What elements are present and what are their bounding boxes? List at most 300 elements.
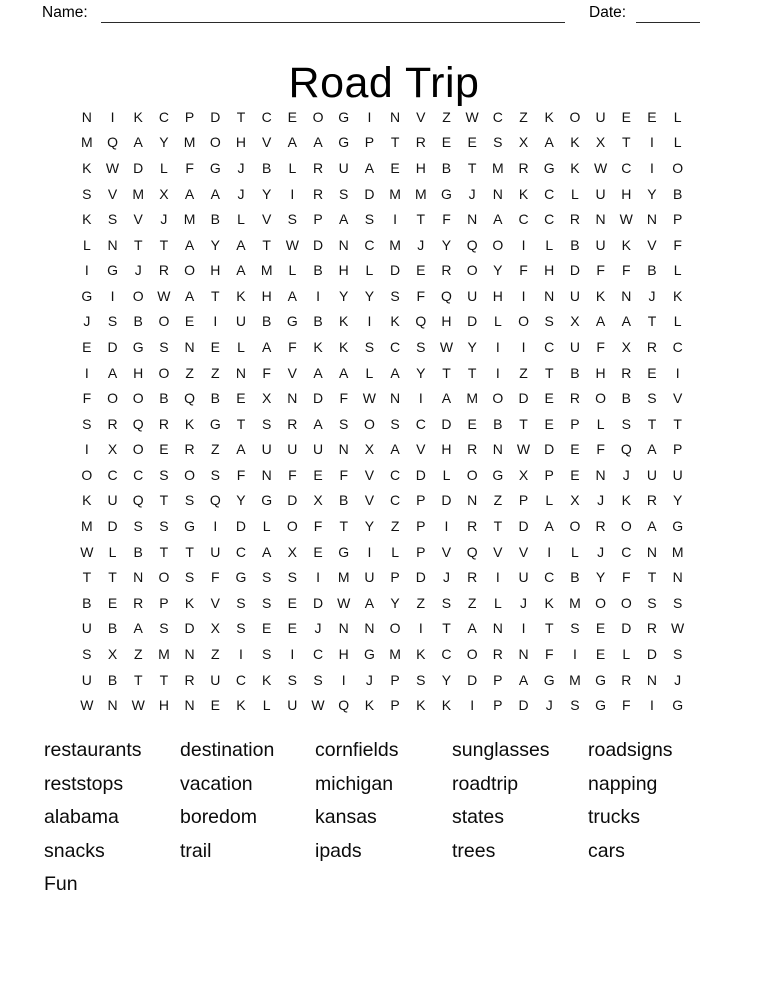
grid-letter: L [237, 338, 245, 355]
grid-letter: G [672, 518, 684, 535]
grid-letter: D [415, 569, 426, 586]
grid-row [74, 257, 691, 283]
grid-letter: I [495, 569, 500, 586]
grid-letter: P [390, 569, 400, 586]
word-list-item: destination [180, 739, 275, 761]
grid-letter: K [544, 108, 554, 125]
grid-letter: H [235, 134, 247, 151]
grid-letter: B [493, 415, 503, 432]
grid-letter: N [672, 569, 683, 586]
grid-letter: Y [159, 134, 169, 151]
grid-letter: M [337, 569, 350, 586]
grid-letter: R [569, 390, 580, 407]
grid-letter: L [237, 211, 245, 228]
grid-letter: T [467, 159, 477, 176]
grid-letter: W [362, 390, 377, 407]
grid-letter: S [313, 671, 323, 688]
grid-letter: U [569, 287, 580, 304]
grid-letter: J [314, 620, 322, 637]
grid-letter: O [132, 287, 144, 304]
grid-letter: N [133, 569, 144, 586]
grid-letter: G [672, 697, 684, 714]
grid-letter: E [467, 134, 477, 151]
grid-letter: N [338, 620, 349, 637]
grid-letter: S [287, 569, 298, 586]
grid-letter: X [518, 134, 529, 151]
grid-letter: J [83, 313, 91, 330]
grid-letter: T [442, 620, 451, 637]
grid-letter: R [621, 671, 632, 688]
grid-letter: T [544, 364, 554, 381]
grid-letter: P [518, 492, 529, 509]
grid-letter: R [184, 441, 195, 458]
grid-letter: N [467, 211, 478, 228]
grid-letter: T [467, 364, 477, 381]
grid-letter: C [235, 543, 247, 560]
grid-letter: E [236, 390, 246, 407]
word-list [44, 734, 744, 902]
grid-letter: D [312, 390, 324, 407]
grid-letter: P [672, 441, 683, 458]
grid-letter: G [286, 313, 298, 330]
grid-letter: T [82, 569, 92, 586]
grid-letter: K [133, 108, 143, 125]
grid-letter: G [595, 697, 607, 714]
grid-letter: E [184, 313, 195, 330]
grid-letter: E [595, 620, 606, 637]
grid-letter: X [261, 390, 272, 407]
grid-letter: H [338, 645, 349, 662]
grid-letter: N [261, 466, 272, 483]
grid-letter: L [622, 645, 631, 662]
grid-letter: V [493, 543, 503, 560]
grid-letter: V [364, 466, 375, 483]
grid-letter: S [159, 338, 169, 355]
grid-letter: D [569, 262, 580, 279]
grid-letter: C [107, 466, 118, 483]
grid-letter: A [595, 313, 606, 330]
grid-letter: A [261, 338, 272, 355]
grid-letter: I [367, 313, 372, 330]
grid-letter: Y [595, 569, 606, 586]
grid-letter: N [287, 390, 298, 407]
grid-letter: T [647, 569, 657, 586]
grid-letter: D [184, 620, 195, 637]
grid-letter: E [313, 466, 323, 483]
grid-letter: F [622, 262, 631, 279]
grid-letter: F [622, 697, 631, 714]
grid-letter: S [570, 620, 580, 637]
grid-letter: F [185, 159, 194, 176]
grid-letter: I [521, 338, 526, 355]
grid-letter: W [285, 236, 299, 253]
word-list-item: trees [452, 839, 496, 862]
word-list-item: michigan [315, 772, 394, 795]
grid-letter: Y [493, 262, 503, 279]
grid-letter: G [235, 569, 247, 586]
grid-letter: E [287, 620, 298, 637]
grid-letter: T [236, 415, 246, 432]
grid-letter: W [105, 159, 120, 176]
grid-letter: M [492, 159, 504, 176]
grid-letter: Z [493, 492, 503, 509]
grid-letter: L [262, 518, 271, 535]
grid-letter: S [159, 466, 169, 483]
grid-letter: N [235, 364, 247, 381]
grid-letter: X [518, 466, 529, 483]
grid-letter: T [519, 415, 528, 432]
grid-row [74, 590, 691, 616]
grid-letter: C [518, 211, 529, 228]
grid-letter: O [466, 645, 478, 662]
grid-letter: J [674, 671, 682, 688]
grid-letter: U [518, 569, 529, 586]
grid-letter: B [570, 236, 580, 253]
date-blank-line [636, 1, 700, 23]
grid-letter: S [339, 415, 349, 432]
grid-letter: D [107, 518, 118, 535]
grid-letter: U [338, 159, 349, 176]
grid-letter: G [184, 518, 196, 535]
grid-letter: N [107, 236, 118, 253]
grid-letter: I [521, 236, 526, 253]
grid-letter: A [467, 620, 477, 637]
grid-letter: K [544, 594, 554, 611]
grid-letter: O [312, 108, 324, 125]
grid-letter: X [159, 185, 169, 202]
grid-letter: R [646, 338, 658, 355]
grid-letter: T [442, 364, 451, 381]
grid-letter: S [544, 313, 554, 330]
grid-row [74, 155, 691, 181]
grid-letter: A [493, 211, 503, 228]
grid-letter: K [339, 338, 349, 355]
grid-letter: L [108, 543, 117, 560]
grid-row [74, 616, 691, 642]
grid-letter: H [133, 364, 144, 381]
grid-letter: K [390, 313, 400, 330]
grid-letter: Y [647, 185, 657, 202]
grid-letter: H [441, 441, 452, 458]
grid-letter: B [133, 313, 143, 330]
grid-letter: I [84, 262, 89, 279]
grid-letter: O [184, 466, 196, 483]
grid-letter: U [364, 569, 375, 586]
grid-letter: H [441, 313, 452, 330]
grid-letter: T [185, 543, 194, 560]
grid-letter: L [673, 262, 682, 279]
grid-letter: Y [364, 518, 375, 535]
word-list-item: trucks [588, 806, 641, 829]
grid-letter: E [647, 108, 657, 125]
grid-letter: T [211, 287, 220, 304]
grid-letter: C [235, 671, 247, 688]
grid-letter: B [261, 159, 272, 176]
grid-letter: K [313, 338, 323, 355]
grid-letter: J [597, 492, 605, 509]
grid-letter: U [210, 543, 221, 560]
grid-letter: L [262, 697, 271, 714]
grid-letter: S [210, 466, 220, 483]
grid-letter: N [595, 211, 606, 228]
grid-letter: L [673, 134, 682, 151]
grid-letter: S [82, 185, 92, 202]
grid-letter: V [672, 390, 683, 407]
grid-letter: N [595, 466, 606, 483]
grid-letter: H [338, 262, 349, 279]
grid-letter: P [416, 543, 426, 560]
grid-letter: M [132, 185, 145, 202]
grid-letter: O [286, 518, 298, 535]
grid-letter: N [492, 441, 503, 458]
grid-letter: Y [416, 364, 426, 381]
grid-letter: Y [441, 671, 452, 688]
grid-letter: R [107, 415, 118, 432]
grid-letter: F [596, 262, 605, 279]
grid-letter: S [159, 620, 169, 637]
grid-letter: A [236, 236, 246, 253]
grid-letter: N [492, 185, 503, 202]
grid-letter: C [544, 338, 555, 355]
grid-letter: B [82, 594, 92, 611]
grid-letter: A [364, 594, 375, 611]
grid-letter: O [620, 518, 632, 535]
page-title: Road Trip [288, 58, 480, 107]
grid-letter: S [82, 645, 92, 662]
grid-letter: M [466, 390, 478, 407]
grid-letter: U [467, 287, 478, 304]
grid-letter: S [184, 569, 195, 586]
grid-letter: V [441, 543, 452, 560]
grid-letter: E [287, 108, 298, 125]
grid-letter: A [339, 364, 349, 381]
grid-letter: S [236, 620, 246, 637]
grid-letter: M [569, 594, 581, 611]
grid-letter: O [158, 313, 170, 330]
grid-letter: V [518, 543, 529, 560]
grid-letter: I [418, 390, 423, 407]
grid-letter: A [441, 390, 452, 407]
grid-letter: P [364, 134, 375, 151]
grid-letter: K [570, 159, 580, 176]
grid-letter: R [133, 594, 144, 611]
grid-letter: C [312, 645, 324, 662]
grid-letter: K [184, 594, 195, 611]
grid-letter: L [288, 262, 297, 279]
grid-letter: C [441, 645, 452, 662]
grid-letter: X [570, 313, 580, 330]
grid-letter: V [416, 441, 426, 458]
grid-letter: B [210, 390, 220, 407]
grid-letter: W [157, 287, 171, 304]
grid-letter: E [287, 594, 298, 611]
grid-letter: X [107, 645, 118, 662]
grid-letter: O [132, 441, 144, 458]
grid-letter: D [133, 159, 144, 176]
grid-letter: G [81, 287, 93, 304]
grid-letter: K [184, 415, 195, 432]
grid-letter: O [107, 390, 118, 407]
grid-letter: G [338, 108, 350, 125]
grid-letter: C [390, 492, 401, 509]
grid-letter: C [492, 108, 503, 125]
grid-letter: N [492, 620, 503, 637]
grid-row [74, 692, 691, 718]
grid-letter: R [415, 134, 426, 151]
grid-letter: X [595, 134, 606, 151]
grid-letter: S [416, 338, 426, 355]
grid-letter: A [313, 364, 323, 381]
grid-letter: O [569, 108, 581, 125]
grid-letter: E [570, 466, 580, 483]
grid-letter: S [261, 569, 272, 586]
grid-letter: D [390, 262, 401, 279]
grid-letter: S [647, 594, 657, 611]
grid-letter: Y [467, 338, 477, 355]
letter-grid [74, 104, 691, 718]
grid-letter: T [390, 134, 400, 151]
grid-letter: L [673, 313, 682, 330]
grid-letter: V [107, 185, 118, 202]
grid-letter: O [466, 466, 478, 483]
word-list-item: restaurants [44, 739, 142, 761]
grid-letter: O [389, 620, 401, 637]
grid-letter: H [210, 262, 221, 279]
word-list-item: roadsigns [588, 739, 673, 761]
grid-letter: F [416, 287, 426, 304]
grid-letter: G [261, 492, 273, 509]
grid-letter: U [672, 466, 683, 483]
grid-letter: U [595, 108, 606, 125]
grid-letter: D [210, 108, 221, 125]
grid-row [74, 181, 691, 207]
grid-letter: S [493, 134, 503, 151]
grid-letter: X [210, 620, 220, 637]
grid-letter: G [543, 159, 555, 176]
word-list-item: boredom [180, 806, 257, 829]
grid-letter: C [621, 543, 632, 560]
grid-letter: I [84, 441, 89, 458]
grid-letter: C [544, 185, 555, 202]
grid-letter: D [518, 697, 529, 714]
grid-row [74, 641, 691, 667]
grid-letter: B [107, 671, 118, 688]
grid-letter: K [672, 287, 683, 304]
grid-letter: W [80, 697, 94, 714]
grid-letter: T [493, 518, 503, 535]
grid-letter: O [81, 466, 93, 483]
grid-letter: T [159, 543, 169, 560]
grid-letter: L [288, 159, 297, 176]
grid-letter: F [673, 236, 682, 253]
grid-letter: X [364, 441, 375, 458]
grid-letter: S [364, 211, 375, 228]
grid-letter: K [82, 492, 92, 509]
grid-row [74, 130, 691, 156]
grid-row [74, 462, 691, 488]
grid-letter: Z [519, 364, 528, 381]
grid-letter: A [261, 543, 272, 560]
grid-letter: R [467, 569, 478, 586]
grid-letter: J [442, 569, 450, 586]
grid-letter: G [595, 671, 607, 688]
word-list-item: napping [588, 772, 658, 795]
grid-letter: F [622, 569, 631, 586]
grid-letter: U [210, 671, 221, 688]
grid-letter: T [622, 134, 631, 151]
grid-letter: J [545, 697, 553, 714]
grid-letter: T [159, 671, 169, 688]
grid-letter: D [646, 645, 658, 662]
grid-row [74, 360, 691, 386]
grid-letter: W [619, 211, 633, 228]
grid-letter: D [441, 415, 452, 432]
grid-letter: O [132, 390, 144, 407]
grid-letter: I [547, 543, 552, 560]
grid-letter: L [365, 262, 374, 279]
grid-letter: D [235, 518, 247, 535]
grid-letter: R [595, 518, 606, 535]
grid-letter: T [133, 236, 143, 253]
grid-letter: P [416, 518, 426, 535]
grid-letter: D [364, 185, 375, 202]
grid-letter: N [646, 211, 658, 228]
grid-letter: N [390, 108, 401, 125]
grid-row [74, 437, 691, 463]
grid-letter: J [648, 287, 656, 304]
grid-letter: G [107, 262, 118, 279]
grid-letter: C [158, 108, 169, 125]
grid-letter: I [572, 645, 577, 662]
grid-letter: F [262, 364, 271, 381]
grid-letter: Y [441, 236, 452, 253]
grid-letter: I [418, 620, 423, 637]
grid-letter: J [622, 466, 630, 483]
grid-letter: H [492, 287, 503, 304]
grid-letter: K [570, 134, 580, 151]
grid-letter: I [495, 338, 500, 355]
grid-letter: J [417, 236, 425, 253]
grid-letter: P [544, 466, 554, 483]
grid-letter: U [107, 492, 118, 509]
grid-letter: I [341, 671, 346, 688]
grid-row [74, 283, 691, 309]
grid-row [74, 411, 691, 437]
grid-letter: Q [415, 313, 427, 330]
grid-letter: S [621, 415, 631, 432]
grid-letter: I [239, 645, 243, 662]
grid-letter: I [367, 543, 372, 560]
grid-letter: A [210, 185, 220, 202]
grid-letter: N [390, 390, 401, 407]
grid-letter: D [441, 492, 452, 509]
word-list-item: sunglasses [452, 739, 550, 761]
grid-letter: R [646, 492, 658, 509]
grid-letter: U [646, 466, 658, 483]
grid-letter: U [81, 620, 92, 637]
grid-letter: B [621, 390, 631, 407]
grid-letter: W [516, 441, 531, 458]
grid-letter: P [313, 211, 323, 228]
grid-letter: E [313, 543, 323, 560]
grid-letter: K [621, 492, 631, 509]
grid-letter: I [495, 364, 500, 381]
grid-letter: F [596, 338, 605, 355]
grid-letter: N [184, 645, 195, 662]
grid-letter: E [647, 364, 657, 381]
grid-letter: F [339, 466, 348, 483]
grid-letter: E [544, 390, 554, 407]
